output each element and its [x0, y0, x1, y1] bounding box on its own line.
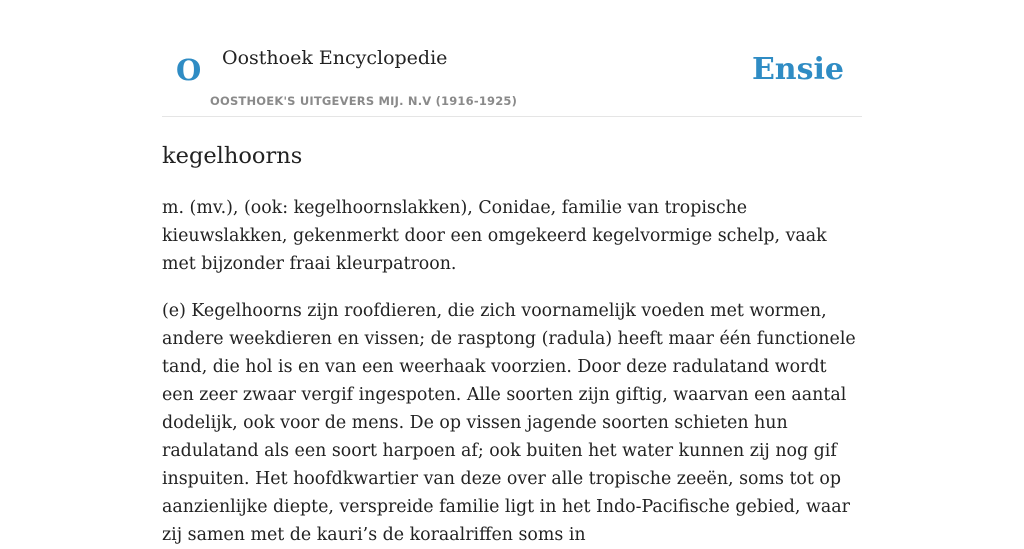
ensie-logo-link[interactable]: Ensie [751, 52, 844, 87]
site-title-link[interactable]: Oosthoek Encyclopedie [222, 47, 448, 69]
entry-title: kegelhoorns [162, 143, 303, 169]
page [162, 0, 862, 545]
entry-description-paragraph: (e) Kegelhoorns zijn roofdieren, die zich voornamelijk voeden met wormen, andere weekdieren en vissen; de rasptong (radula) heeft maar één functionele tand, die hol is en van een weerhaak voorzien. Door deze radulatand wordt een zeer zwaar vergif ingespoten. Alle soorten zijn giftig, waarvan een aantal dodelijk, ook voor de mens. De op vissen jagende soorten schieten hun radulatand als een soort harpoen af; ook buiten het water kunnen zij nog gif inspuiten. Het hoofdkwartier van deze over alle tropische zeeën, soms tot op aanzienlijke diepte, verspreide familie ligt in het Indo-Pacifische gebied, waar zij samen met de kauri’s de koraalriffen soms in [162, 301, 856, 545]
entry-definition-paragraph: m. (mv.), (ook: kegelhoornslakken), Conidae, familie van tropische kieuwslakken, gekenmerkt door een omgekeerd kegelvormige schelp, vaak met bijzonder fraai kleurpatroon. [162, 198, 827, 274]
logo-o[interactable]: O [176, 53, 202, 87]
publisher-subtitle: OOSTHOEK'S UITGEVERS MIJ. N.V (1916-1925) [210, 94, 518, 108]
site-header [162, 0, 862, 117]
